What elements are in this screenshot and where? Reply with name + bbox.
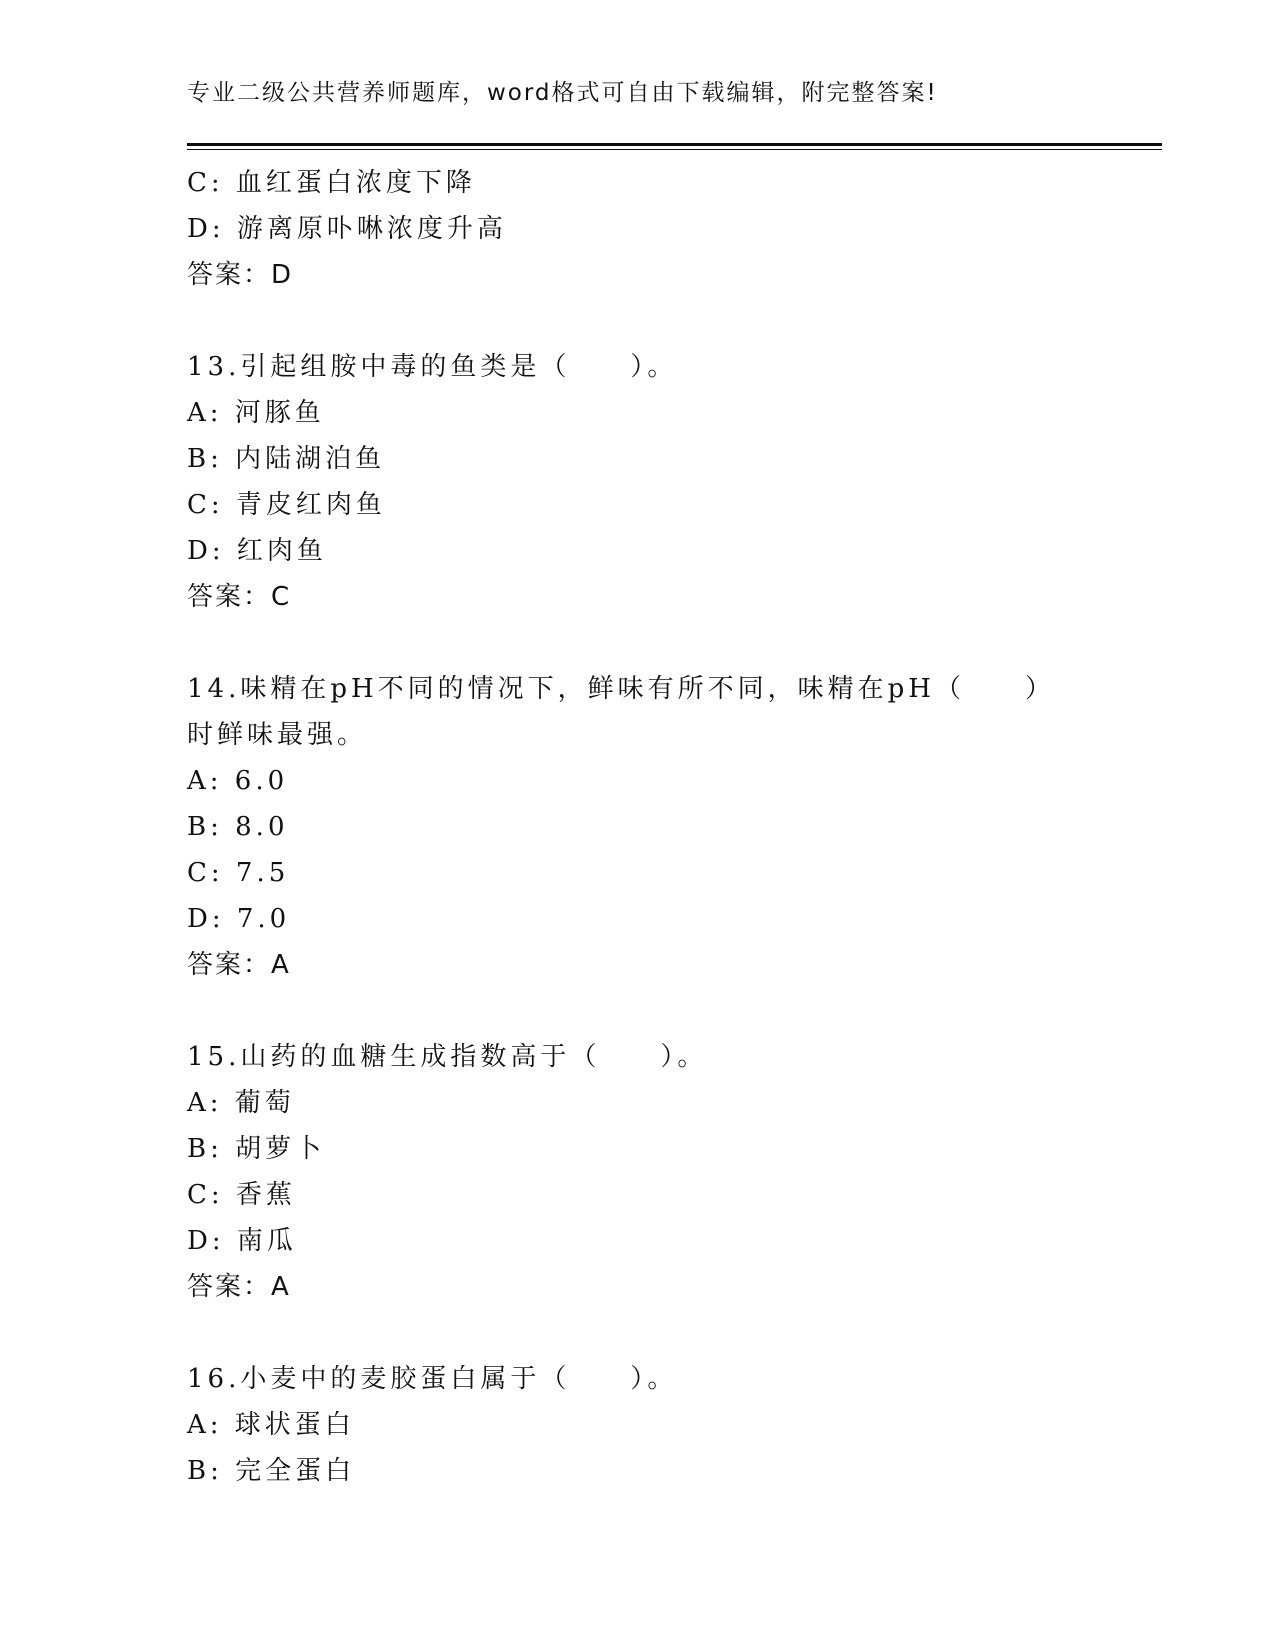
header-rule-thick: [187, 143, 1162, 146]
option-line: B: 8.0: [187, 812, 289, 842]
option-line: A: 葡萄: [187, 1088, 295, 1118]
option-line: B: 完全蛋白: [187, 1456, 356, 1486]
option-line: A: 河豚鱼: [187, 398, 325, 428]
option-line: A: 6.0: [187, 766, 289, 796]
answer-line: 答案：C: [187, 582, 292, 612]
question-text: 16.小麦中的麦胶蛋白属于（ ）。: [187, 1364, 678, 1394]
header-rule-thin: [187, 149, 1162, 150]
question-text: 13.引起组胺中毒的鱼类是（ ）。: [187, 352, 678, 382]
question-text: 14.味精在pH不同的情况下，鲜味有所不同，味精在pH（ ）时鲜味最强。: [187, 674, 1055, 750]
spacer: [187, 620, 1087, 666]
question-content: [187, 160, 1087, 1494]
option-line: C: 香蕉: [187, 1180, 296, 1210]
option-line: D: 红肉鱼: [187, 536, 327, 566]
option-line: B: 胡萝卜: [187, 1134, 326, 1164]
option-line: B: 内陆湖泊鱼: [187, 444, 386, 474]
page-header: 专业二级公共营养师题库，word格式可自由下载编辑，附完整答案!: [187, 80, 938, 106]
spacer: [187, 988, 1087, 1034]
spacer: [187, 298, 1087, 344]
answer-line: 答案：D: [187, 260, 294, 290]
question-text: 15.山药的血糖生成指数高于（ ）。: [187, 1042, 708, 1072]
option-line: D: 7.0: [187, 904, 291, 934]
answer-line: 答案：A: [187, 950, 291, 980]
option-line: A: 球状蛋白: [187, 1410, 355, 1440]
answer-line: 答案：A: [187, 1272, 291, 1302]
option-line: D: 南瓜: [187, 1226, 297, 1256]
spacer: [187, 1310, 1087, 1356]
option-line: D: 游离原卟啉浓度升高: [187, 214, 507, 244]
option-line: C: 血红蛋白浓度下降: [187, 168, 476, 198]
option-line: C: 青皮红肉鱼: [187, 490, 386, 520]
option-line: C: 7.5: [187, 858, 290, 888]
